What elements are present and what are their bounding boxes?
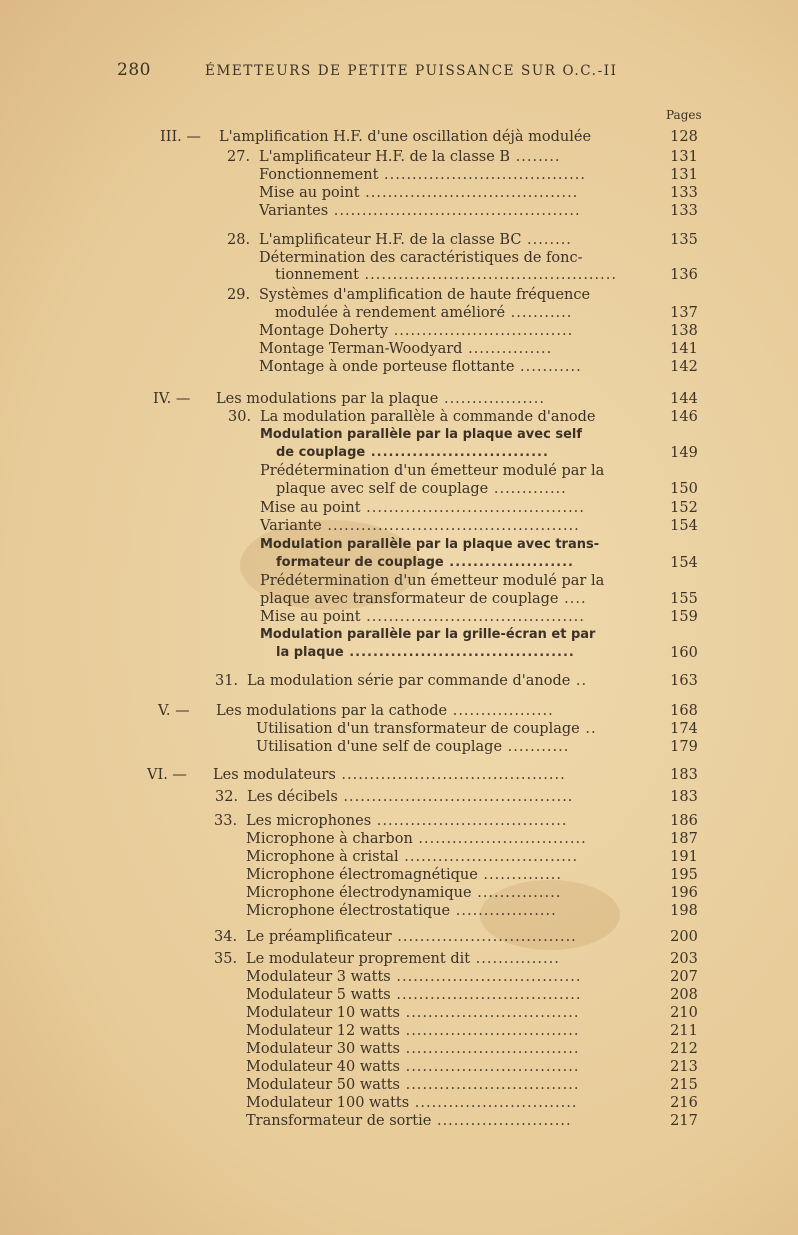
dot-leader: ....	[558, 591, 587, 607]
toc-entry-label: Modulation parallèle par la plaque avec self	[260, 427, 582, 442]
toc-entry-title	[219, 128, 656, 146]
toc-entry-label: Microphone à charbon	[246, 831, 413, 847]
toc-entry-title	[260, 608, 656, 626]
toc-entry-label: Utilisation d'une self de couplage	[256, 739, 503, 755]
toc-entry-title	[256, 720, 656, 738]
toc-entry-page: 131	[670, 149, 698, 165]
toc-entry-title	[246, 928, 656, 946]
toc-entry-page: 142	[670, 359, 698, 375]
toc-entry-title	[246, 830, 656, 848]
toc-entry-page: 137	[670, 305, 698, 321]
toc-entry-page: 210	[670, 1005, 698, 1021]
dot-leader: ..	[579, 721, 597, 737]
toc-entry-label: Les microphones	[246, 813, 372, 829]
dot-leader: .........................................	[337, 789, 574, 805]
dot-leader: ....................................	[378, 167, 586, 183]
toc-entry-label: Montage Terman-Woodyard	[259, 341, 463, 357]
toc-entry-title	[246, 1112, 656, 1130]
dot-leader: ........................................	[335, 767, 566, 783]
toc-entry-title	[213, 766, 656, 784]
toc-entry-title	[246, 968, 656, 986]
toc-entry-title	[276, 554, 656, 572]
toc-entry-page: 160	[670, 645, 698, 661]
toc-entry-label: Le préamplificateur	[246, 929, 392, 945]
toc-entry-title	[260, 462, 656, 480]
toc-entry-label: Microphone électrodynamique	[246, 885, 472, 901]
toc-entry-title	[259, 231, 656, 249]
dot-leader: ...............................	[399, 1041, 580, 1057]
toc-entry-label: Systèmes d'amplification de haute fréquence	[259, 287, 591, 303]
pages-column-label: Pages	[666, 108, 702, 122]
toc-entry-title	[275, 304, 656, 322]
toc-entry-title	[247, 788, 656, 806]
dot-leader: ..............................	[412, 831, 587, 847]
dot-leader: .................................	[390, 969, 582, 985]
toc-entry-page: 208	[670, 987, 698, 1003]
toc-entry-title	[259, 358, 656, 376]
toc-entry-page: 179	[670, 739, 698, 755]
toc-entry-title	[260, 536, 656, 554]
toc-entry-label: plaque avec self de couplage	[276, 481, 489, 497]
toc-entry-label: Prédétermination d'un émetteur modulé par la	[260, 463, 605, 479]
toc-entry-title	[259, 166, 656, 184]
toc-entry-page: 149	[670, 445, 698, 461]
dot-leader: .............................................	[321, 518, 580, 534]
toc-entry-number: 34.	[214, 929, 238, 945]
toc-entry-number: 35.	[214, 951, 238, 967]
toc-entry-number: 28.	[227, 232, 251, 248]
toc-entry-title	[247, 672, 656, 690]
toc-entry-label: Mise au point	[260, 500, 361, 516]
dot-leader: ................................	[388, 323, 574, 339]
toc-entry-title	[246, 1040, 656, 1058]
dot-leader: ........	[521, 232, 572, 248]
toc-entry-title	[259, 286, 656, 304]
toc-entry-number: VI. —	[147, 767, 187, 783]
toc-entry-label: L'amplificateur H.F. de la classe BC	[259, 232, 522, 248]
toc-entry-title	[216, 390, 656, 408]
toc-entry-label: Mise au point	[260, 609, 361, 625]
toc-entry-label: Utilisation d'un transformateur de couplage	[256, 721, 580, 737]
toc-entry-label: Fonctionnement	[259, 167, 379, 183]
toc-entry-page: 131	[670, 167, 698, 183]
dot-leader: ...............	[471, 885, 562, 901]
toc-entry-title	[260, 517, 656, 535]
toc-entry-page: 150	[670, 481, 698, 497]
toc-entry-page: 213	[670, 1059, 698, 1075]
toc-entry-page: 133	[670, 185, 698, 201]
dot-leader: ......................................	[343, 645, 575, 660]
toc-entry-title	[246, 866, 656, 884]
dot-leader: .......................................	[360, 609, 585, 625]
toc-entry-title	[259, 249, 656, 267]
toc-entry-title	[246, 812, 656, 830]
toc-entry-page: 198	[670, 903, 698, 919]
toc-entry-label: Microphone électrostatique	[246, 903, 451, 919]
toc-entry-page: 211	[670, 1023, 698, 1039]
toc-entry-title	[246, 950, 656, 968]
toc-entry-page: 141	[670, 341, 698, 357]
toc-entry-label: Les décibels	[247, 789, 338, 805]
toc-entry-page: 163	[670, 673, 698, 689]
toc-entry-title	[246, 1022, 656, 1040]
toc-entry-page: 128	[670, 129, 698, 145]
toc-entry-label: Détermination des caractéristiques de fonc-	[259, 250, 583, 266]
toc-entry-label: Modulateur 30 watts	[246, 1041, 400, 1057]
dot-leader: .............................	[409, 1095, 578, 1111]
dot-leader: .............	[488, 481, 567, 497]
toc-entry-page: 183	[670, 767, 698, 783]
toc-entry-title	[260, 626, 656, 644]
toc-entry-label: La modulation série par commande d'anode	[247, 673, 571, 689]
toc-entry-title	[259, 202, 656, 220]
toc-entry-title	[260, 408, 656, 426]
toc-entry-page: 216	[670, 1095, 698, 1111]
toc-entry-page: 154	[670, 555, 698, 571]
toc-entry-label: Variante	[260, 518, 322, 534]
toc-entry-title	[246, 1004, 656, 1022]
toc-entry-label: Modulateur 12 watts	[246, 1023, 400, 1039]
dot-leader: ............................................	[328, 203, 581, 219]
toc-entry-label: Modulateur 3 watts	[246, 969, 391, 985]
dot-leader: .................................	[390, 987, 582, 1003]
dot-leader: ..................	[438, 391, 545, 407]
dot-leader: ...........	[502, 739, 570, 755]
toc-entry-label: L'amplification H.F. d'une oscillation déjà modulée	[219, 129, 592, 145]
toc-entry-page: 152	[670, 500, 698, 516]
dot-leader: .............................................	[358, 267, 617, 283]
dot-leader: .......................................	[360, 500, 585, 516]
toc-entry-label: Modulation parallèle par la grille-écran et par	[260, 627, 596, 642]
toc-entry-label: Prédétermination d'un émetteur modulé par la	[260, 573, 605, 589]
toc-entry-title	[259, 184, 656, 202]
toc-entry-label: Montage Doherty	[259, 323, 389, 339]
toc-entry-page: 187	[670, 831, 698, 847]
toc-entry-page: 146	[670, 409, 698, 425]
dot-leader: ..................	[450, 903, 557, 919]
toc-entry-title	[246, 902, 656, 920]
toc-entry-title	[259, 340, 656, 358]
toc-entry-title	[246, 986, 656, 1004]
toc-entry-page: 217	[670, 1113, 698, 1129]
toc-entry-title	[246, 1058, 656, 1076]
toc-entry-label: formateur de couplage	[276, 555, 444, 570]
toc-entry-label: Les modulations par la plaque	[216, 391, 439, 407]
toc-entry-label: Mise au point	[259, 185, 360, 201]
toc-entry-label: Variantes	[259, 203, 329, 219]
toc-entry-title	[246, 848, 656, 866]
toc-entry-page: 215	[670, 1077, 698, 1093]
toc-entry-title	[246, 1076, 656, 1094]
dot-leader: ..	[570, 673, 588, 689]
dot-leader: ...............................	[399, 1005, 580, 1021]
page-number: 280	[117, 60, 151, 80]
dot-leader: ...............	[470, 951, 560, 967]
toc-entry-page: 186	[670, 813, 698, 829]
toc-entry-page: 135	[670, 232, 698, 248]
dot-leader: ........	[510, 149, 561, 165]
toc-entry-label: modulée à rendement amélioré	[275, 305, 506, 321]
toc-entry-page: 212	[670, 1041, 698, 1057]
toc-entry-page: 168	[670, 703, 698, 719]
dot-leader: .....................	[443, 555, 574, 570]
toc-entry-title	[216, 702, 656, 720]
toc-entry-page: 174	[670, 721, 698, 737]
toc-entry-page: 144	[670, 391, 698, 407]
page-header	[0, 60, 798, 84]
toc-entry-title	[256, 738, 656, 756]
toc-entry-label: La modulation parallèle à commande d'anode	[260, 409, 596, 425]
dot-leader: ...........	[505, 305, 573, 321]
toc-entry-label: Microphone électromagnétique	[246, 867, 478, 883]
toc-entry-label: Modulateur 40 watts	[246, 1059, 400, 1075]
toc-entry-label: Le modulateur proprement dit	[246, 951, 471, 967]
toc-entry-title	[260, 499, 656, 517]
toc-entry-number: V. —	[158, 703, 190, 719]
dot-leader: ................................	[391, 929, 577, 945]
toc-entry-number: 31.	[215, 673, 239, 689]
toc-entry-number: 29.	[227, 287, 251, 303]
toc-entry-title	[259, 322, 656, 340]
dot-leader: ...............................	[399, 1023, 580, 1039]
toc-entry-page: 183	[670, 789, 698, 805]
toc-entry-label: de couplage	[276, 445, 366, 460]
running-title: ÉMETTEURS DE PETITE PUISSANCE SUR O.C.-II	[205, 63, 618, 79]
toc-entry-label: Modulateur 50 watts	[246, 1077, 400, 1093]
dot-leader: ..................................	[371, 813, 568, 829]
toc-entry-title	[276, 444, 656, 462]
dot-leader: ........................	[431, 1113, 572, 1129]
dot-leader: ...............................	[399, 1077, 580, 1093]
toc-entry-number: 32.	[215, 789, 239, 805]
dot-leader: ..................	[447, 703, 554, 719]
toc-entry-page: 155	[670, 591, 698, 607]
toc-entry-label: Modulateur 10 watts	[246, 1005, 400, 1021]
toc-entry-label: Montage à onde porteuse flottante	[259, 359, 515, 375]
toc-entry-page: 138	[670, 323, 698, 339]
toc-entry-page: 133	[670, 203, 698, 219]
toc-entry-label: la plaque	[276, 645, 344, 660]
toc-entry-title	[259, 148, 656, 166]
toc-entry-page: 191	[670, 849, 698, 865]
dot-leader: ...............................	[399, 1059, 580, 1075]
toc-entry-label: plaque avec transformateur de couplage	[260, 591, 559, 607]
toc-entry-title	[276, 644, 656, 662]
toc-entry-number: 30.	[228, 409, 252, 425]
dot-leader: ...........	[514, 359, 582, 375]
dot-leader: ..............................	[365, 445, 549, 460]
toc-entry-page: 159	[670, 609, 698, 625]
toc-entry-number: IV. —	[153, 391, 191, 407]
toc-entry-page: 195	[670, 867, 698, 883]
toc-entry-label: Les modulateurs	[213, 767, 336, 783]
toc-entry-label: tionnement	[275, 267, 359, 283]
toc-entry-page: 154	[670, 518, 698, 534]
toc-entry-page: 196	[670, 885, 698, 901]
toc-entry-label: Les modulations par la cathode	[216, 703, 448, 719]
toc-entry-number: III. —	[160, 129, 201, 145]
toc-entry-label: Modulation parallèle par la plaque avec trans-	[260, 537, 600, 552]
toc-entry-page: 136	[670, 267, 698, 283]
toc-entry-label: Transformateur de sortie	[246, 1113, 432, 1129]
toc-entry-page: 207	[670, 969, 698, 985]
toc-entry-title	[246, 1094, 656, 1112]
dot-leader: ..............	[477, 867, 562, 883]
toc-entry-label: Modulateur 100 watts	[246, 1095, 410, 1111]
toc-entry-label: Modulateur 5 watts	[246, 987, 391, 1003]
toc-entry-page: 203	[670, 951, 698, 967]
toc-entry-title	[246, 884, 656, 902]
toc-entry-title	[260, 590, 656, 608]
toc-entry-title	[260, 426, 656, 444]
toc-entry-title	[276, 480, 656, 498]
toc-entry-number: 33.	[214, 813, 238, 829]
dot-leader: ...............	[462, 341, 553, 357]
toc-entry-label: L'amplificateur H.F. de la classe B	[259, 149, 511, 165]
dot-leader: ......................................	[359, 185, 579, 201]
toc-entry-title	[275, 266, 656, 284]
toc-entry-number: 27.	[227, 149, 251, 165]
toc-entry-title	[260, 572, 656, 590]
toc-entry-label: Microphone à cristal	[246, 849, 399, 865]
toc-entry-page: 200	[670, 929, 698, 945]
dot-leader: ...............................	[398, 849, 579, 865]
